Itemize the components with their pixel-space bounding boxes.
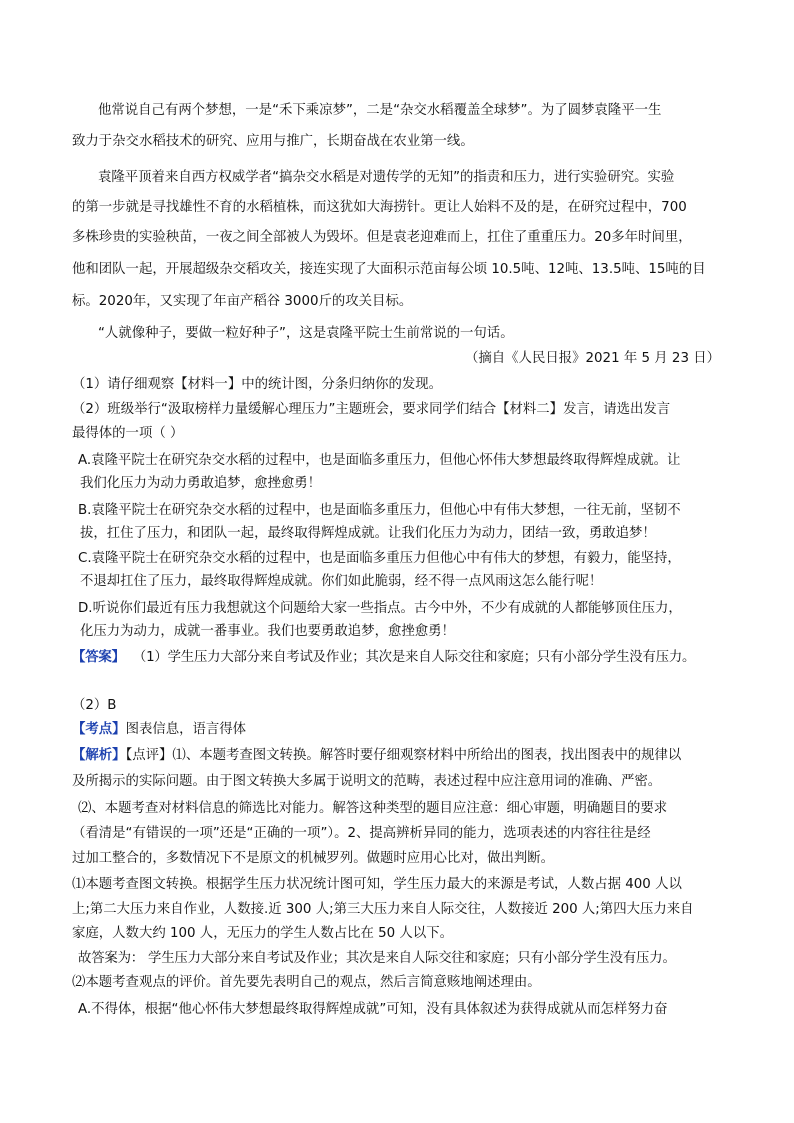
jiexi-line10: ⑵本题考查观点的评价。首先要先表明自己的观点，然后言简意赅地阐述理由。 (72, 975, 541, 990)
jiexi-line5: 过加工整合的，多数情况下不是原文的机械罗列。做题时应用心比对，做出判断。 (72, 851, 555, 866)
question-2-line1: （2）班级举行“汲取榜样力量缓解心理压力”主题班会，要求同学们结合【材料二】发言，请选出发言 (72, 402, 671, 417)
jiexi-line11: A.不得体，根据“他心怀伟大梦想最终取得辉煌成就”可知，没有具体叙述为获得成就从而怎样努力奋 (78, 1002, 668, 1017)
answer-line1 (72, 649, 695, 667)
jiexi-line2: 及所揭示的实际问题。由于图文转换大多属于说明文的范畴，表述过程中应注意用词的准确、严密。 (72, 774, 662, 789)
answer-text: （1）学生压力大部分来自考试及作业；其次是来自人际交往和家庭；只有小部分学生没有压力。 (132, 650, 696, 665)
passage-p2-line1: 袁隆平顶着来自西方权威学者“搞杂交水稻是对遗传学的无知”的指责和压力，进行实验研究。实验 (98, 170, 675, 185)
passage-p3: “人就像种子，要做一粒好种子”，这是袁隆平院士生前常说的一句话。 (98, 326, 514, 341)
option-b-line1: B.袁隆平院士在研究杂交水稻的过程中，也是面临多重压力，但他心中有伟大梦想，一往无前，坚韧不 (78, 503, 681, 518)
option-c-line1: C.袁隆平院士在研究杂交水稻的过程中，也是面临多重压力但他心中有伟大的梦想，有毅力，能坚持， (78, 551, 681, 566)
jiexi-line6: ⑴本题考查图文转换。根据学生压力状况统计图可知，学生压力最大的来源是考试，人数占据 400 人以 (72, 877, 682, 892)
option-d-line1: D.听说你们最近有压力我想就这个问题给大家一些指点。古今中外，不少有成就的人都能够顶住压力， (78, 601, 682, 616)
passage-p2-line5: 标。2020年，又实现了年亩产稻谷 3000斤的攻关目标。 (72, 294, 413, 309)
jiexi-line4: （看清是“有错误的一项”还是“正确的一项”）。2、提高辨析异同的能力，选项表述的内容往往是经 (72, 826, 651, 841)
option-b-line2: 拔，扛住了压力，和团队一起，最终取得辉煌成就。让我们化压力为动力，团结一致，勇敢追梦！ (80, 526, 656, 541)
answer-tag: 【答案】 (72, 650, 125, 665)
kaodian-line (72, 721, 246, 739)
passage-source: （摘自《人民日报》2021 年 5 月 23 日） (465, 351, 720, 366)
jiexi-tag: 【解析】 (72, 748, 126, 763)
jiexi-line8: 家庭，人数大约 100 人，无压力的学生人数占比在 50 人以下。 (72, 926, 453, 941)
option-c-line2: 不退却扛住了压力，最终取得辉煌成就。你们如此脆弱，经不得一点风雨这怎么能行呢！ (80, 574, 603, 589)
question-2-line2: 最得体的一项（ ） (72, 426, 184, 441)
kaodian-tag: 【考点】 (72, 722, 126, 737)
passage-p2-line4: 他和团队一起，开展超级杂交稻攻关，接连实现了大面积示范亩每公顷 10.5吨、12吨、13.5吨、15吨的目 (72, 262, 706, 277)
option-d-line2: 化压力为动力，成就一番事业。我们也要勇敢追梦，愈挫愈勇！ (80, 624, 455, 639)
answer-line2: （2）B (72, 698, 117, 713)
passage-p1-line1: 他常说自己有两个梦想，一是“禾下乘凉梦”，二是“杂交水稻覆盖全球梦”。为了圆梦袁隆平一生 (98, 103, 662, 118)
jiexi-line3: ⑵、本题考查对材料信息的筛选比对能力。解答这种类型的题目应注意：细心审题，明确题目的要求 (78, 801, 668, 816)
option-a-line1: A.袁隆平院士在研究杂交水稻的过程中，也是面临多重压力，但他心怀伟大梦想最终取得辉煌成就。让 (78, 453, 681, 468)
kaodian-text: 图表信息，语言得体 (125, 722, 247, 737)
passage-p2-line3: 多株珍贵的实验秧苗，一夜之间全部被人为毁坏。但是袁老迎难而上，扛住了重重压力。20多年时间里， (72, 230, 692, 245)
passage-p2-line2: 的第一步就是寻找雄性不育的水稻植株，而这犹如大海捞针。更让人始料不及的是，在研究过程中，700 (72, 200, 687, 215)
jiexi-line1 (72, 747, 681, 765)
passage-p1-line2: 致力于杂交水稻技术的研究、应用与推广，长期奋战在农业第一线。 (72, 134, 474, 149)
jiexi-line9: 故答案为： 学生压力大部分来自考试及作业；其次是来自人际交往和家庭；只有小部分学生没有压力。 (78, 951, 676, 966)
question-1: （1）请仔细观察【材料一】中的统计图，分条归纳你的发现。 (72, 377, 443, 392)
jiexi-line7: 上;第二大压力来自作业，人数接.近 300 人;第三大压力来自人际交往，人数接近 200 人;第四大压力来自 (72, 902, 694, 917)
option-a-line2: 我们化压力为动力勇敢追梦，愈挫愈勇！ (80, 476, 322, 491)
jiexi-first: 【点评】⑴、本题考查图文转换。解答时要仔细观察材料中所给出的图表，找出图表中的规律以 (125, 748, 682, 763)
